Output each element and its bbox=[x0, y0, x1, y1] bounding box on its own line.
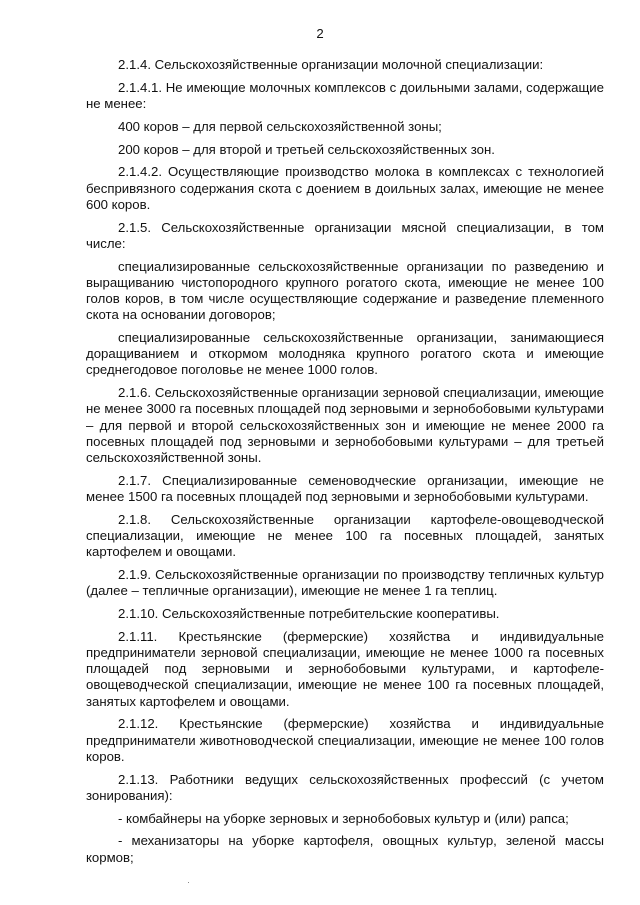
paragraph-fattening-orgs: специализированные сельскохозяйственные организации, занимающиеся доращиванием и откормом молодняка крупного рогатого скота и имеющие среднегодовое поголовье не менее 1000 голов. bbox=[86, 330, 604, 378]
paragraph-2-1-8: 2.1.8. Сельскохозяйственные организации картофеле-овощеводческой специализации, имеющие не менее 100 га посевных площадей, занятых картофелем и овощами. bbox=[86, 511, 604, 560]
paragraph-breeding-orgs: специализированные сельскохозяйственные организации по разведению и выращиванию чистопородного крупного рогатого скота, имеющие не менее 100 голов коров, в том числе осуществляющие содержание и разведение племенного скота на основании договоров; bbox=[86, 258, 604, 323]
scan-speck bbox=[188, 882, 189, 883]
paragraph-2-1-10: 2.1.10. Сельскохозяйственные потребительские кооперативы. bbox=[118, 606, 500, 622]
list-item-machine-operators: - механизаторы на уборке картофеля, овощных культур, зеленой массы кормов; bbox=[86, 833, 604, 865]
paragraph-2-1-11: 2.1.11. Крестьянские (фермерские) хозяйства и индивидуальные предприниматели зерновой специализации, имеющие не менее 1000 га посевных площадей под зерновыми и зернобобовыми культурами, и картофеле-овощеводческой специализации, имеющие не менее 100 га посевных площадей, занятых картофелем и овощами. bbox=[86, 628, 604, 709]
paragraph-2-1-13: 2.1.13. Работники ведущих сельскохозяйственных профессий (с учетом зонирования): bbox=[86, 771, 604, 803]
paragraph-2-1-4-1: 2.1.4.1. Не имеющие молочных комплексов с доильными залами, содержащие не менее: bbox=[86, 79, 604, 111]
paragraph-2-1-7: 2.1.7. Специализированные семеноводческие организации, имеющие не менее 1500 га посевных площадей под зерновыми и зернобобовыми культурами. bbox=[86, 472, 604, 505]
document-body bbox=[86, 57, 604, 872]
paragraph-2-1-12: 2.1.12. Крестьянские (фермерские) хозяйства и индивидуальные предприниматели животноводческой специализации, имеющие не менее 100 голов коров. bbox=[86, 716, 604, 764]
paragraph-2-1-4-2: 2.1.4.2. Осуществляющие производство молока в комплексах с технологией беспривязного содержания скота с доением в доильных залах, имеющие не менее 600 коров. bbox=[86, 164, 604, 212]
list-item-combine-operators: - комбайнеры на уборке зерновых и зернобобовых культур и (или) рапса; bbox=[118, 810, 569, 826]
paragraph-2-1-4: 2.1.4. Сельскохозяйственные организации молочной специализации: bbox=[118, 57, 544, 72]
paragraph-2-1-5: 2.1.5. Сельскохозяйственные организации мясной специализации, в том числе: bbox=[86, 219, 604, 251]
paragraph-400-cows: 400 коров – для первой сельскохозяйственной зоны; bbox=[118, 118, 442, 134]
paragraph-200-cows: 200 коров – для второй и третьей сельскохозяйственных зон. bbox=[118, 141, 495, 157]
paragraph-2-1-9: 2.1.9. Сельскохозяйственные организации по производству тепличных культур (далее – тепличные организации), имеющие не менее 1 га теплиц. bbox=[86, 567, 604, 599]
paragraph-2-1-6: 2.1.6. Сельскохозяйственные организации зерновой специализации, имеющие не менее 3000 га посевных площадей под зерновыми и зернобобовыми культурами – для первой и второй сельскохозяйственных зон и имеющие не менее 2000 га посевных площадей под зерновыми и зернобобовыми культурами – для третьей сельскохозяйственной зоны. bbox=[86, 385, 604, 466]
page-number: 2 bbox=[316, 26, 324, 41]
